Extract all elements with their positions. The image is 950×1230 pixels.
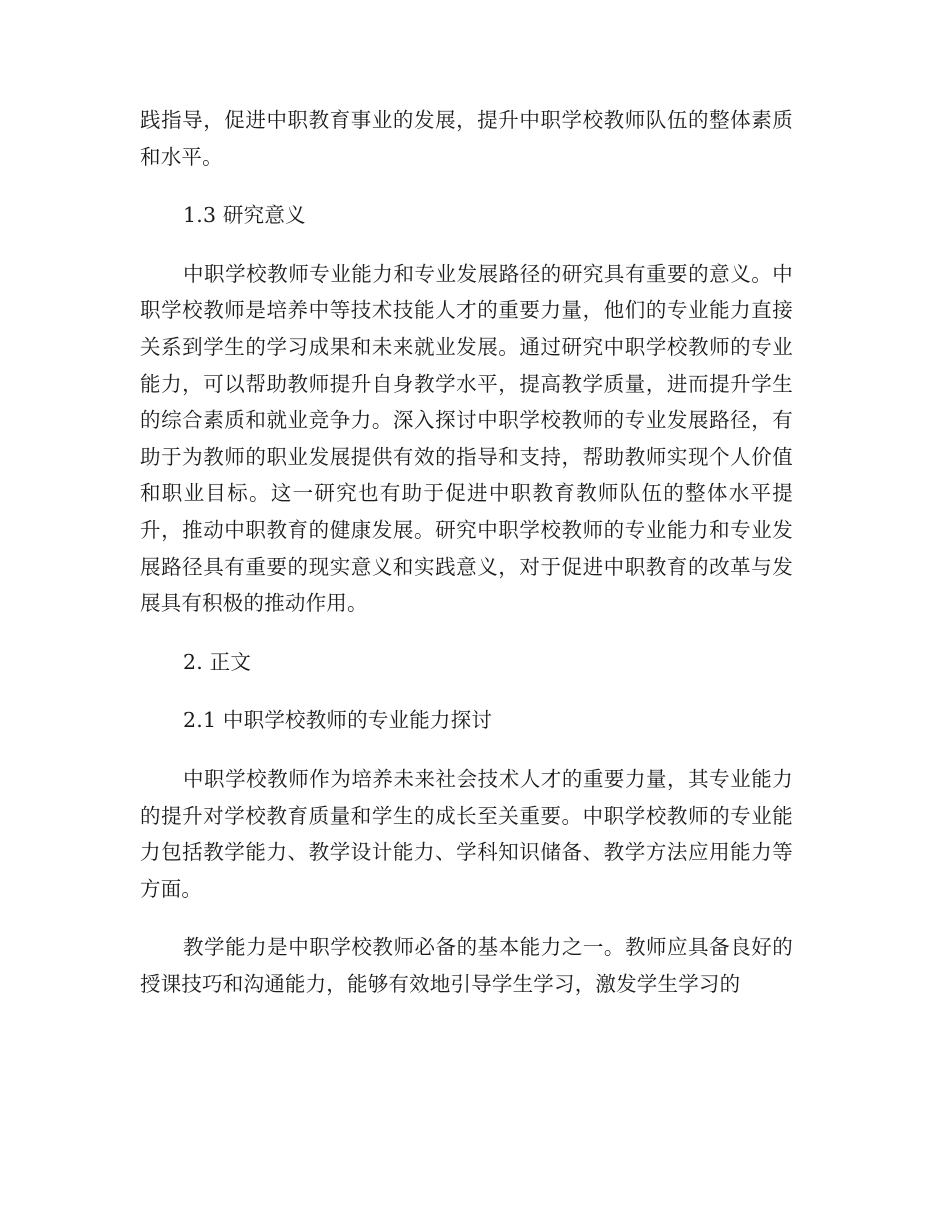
section-heading-2-1: 2.1 中职学校教师的专业能力探讨 bbox=[183, 708, 493, 733]
paragraph-continuation: 践指导，促进中职教育事业的发展，提升中职学校教师队伍的整体素质和水平。 bbox=[140, 108, 793, 169]
paragraph-teaching-ability: 教学能力是中职学校教师必备的基本能力之一。教师应具备良好的授课技巧和沟通能力，能够有效地引导学生学习，激发学生学习的 bbox=[140, 935, 793, 996]
section-heading-1-3: 1.3 研究意义 bbox=[183, 203, 306, 228]
document-page bbox=[140, 102, 793, 1002]
paragraph-research-significance: 中职学校教师专业能力和专业发展路径的研究具有重要的意义。中职学校教师是培养中等技术技能人才的重要力量，他们的专业能力直接关系到学生的学习成果和未来就业发展。通过研究中职学校教师的专业能力，可以帮助教师提升自身教学水平，提高教学质量，进而提升学生的综合素质和就业竞争力。深入探讨中职学校教师的专业发展路径，有助于为教师的职业发展提供有效的指导和支持，帮助教师实现个人价值和职业目标。这一研究也有助于促进中职教育教师队伍的整体水平提升，推动中职教育的健康发展。研究中职学校教师的专业能力和专业发展路径具有重要的现实意义和实践意义，对于促进中职教育的改革与发展具有积极的推动作用。 bbox=[140, 261, 793, 616]
paragraph-professional-ability: 中职学校教师作为培养未来社会技术人才的重要力量，其专业能力的提升对学校教育质量和学生的成长至关重要。中职学校教师的专业能力包括教学能力、教学设计能力、学科知识储备、教学方法应用能力等方面。 bbox=[140, 766, 793, 901]
section-heading-2: 2. 正文 bbox=[183, 649, 252, 674]
